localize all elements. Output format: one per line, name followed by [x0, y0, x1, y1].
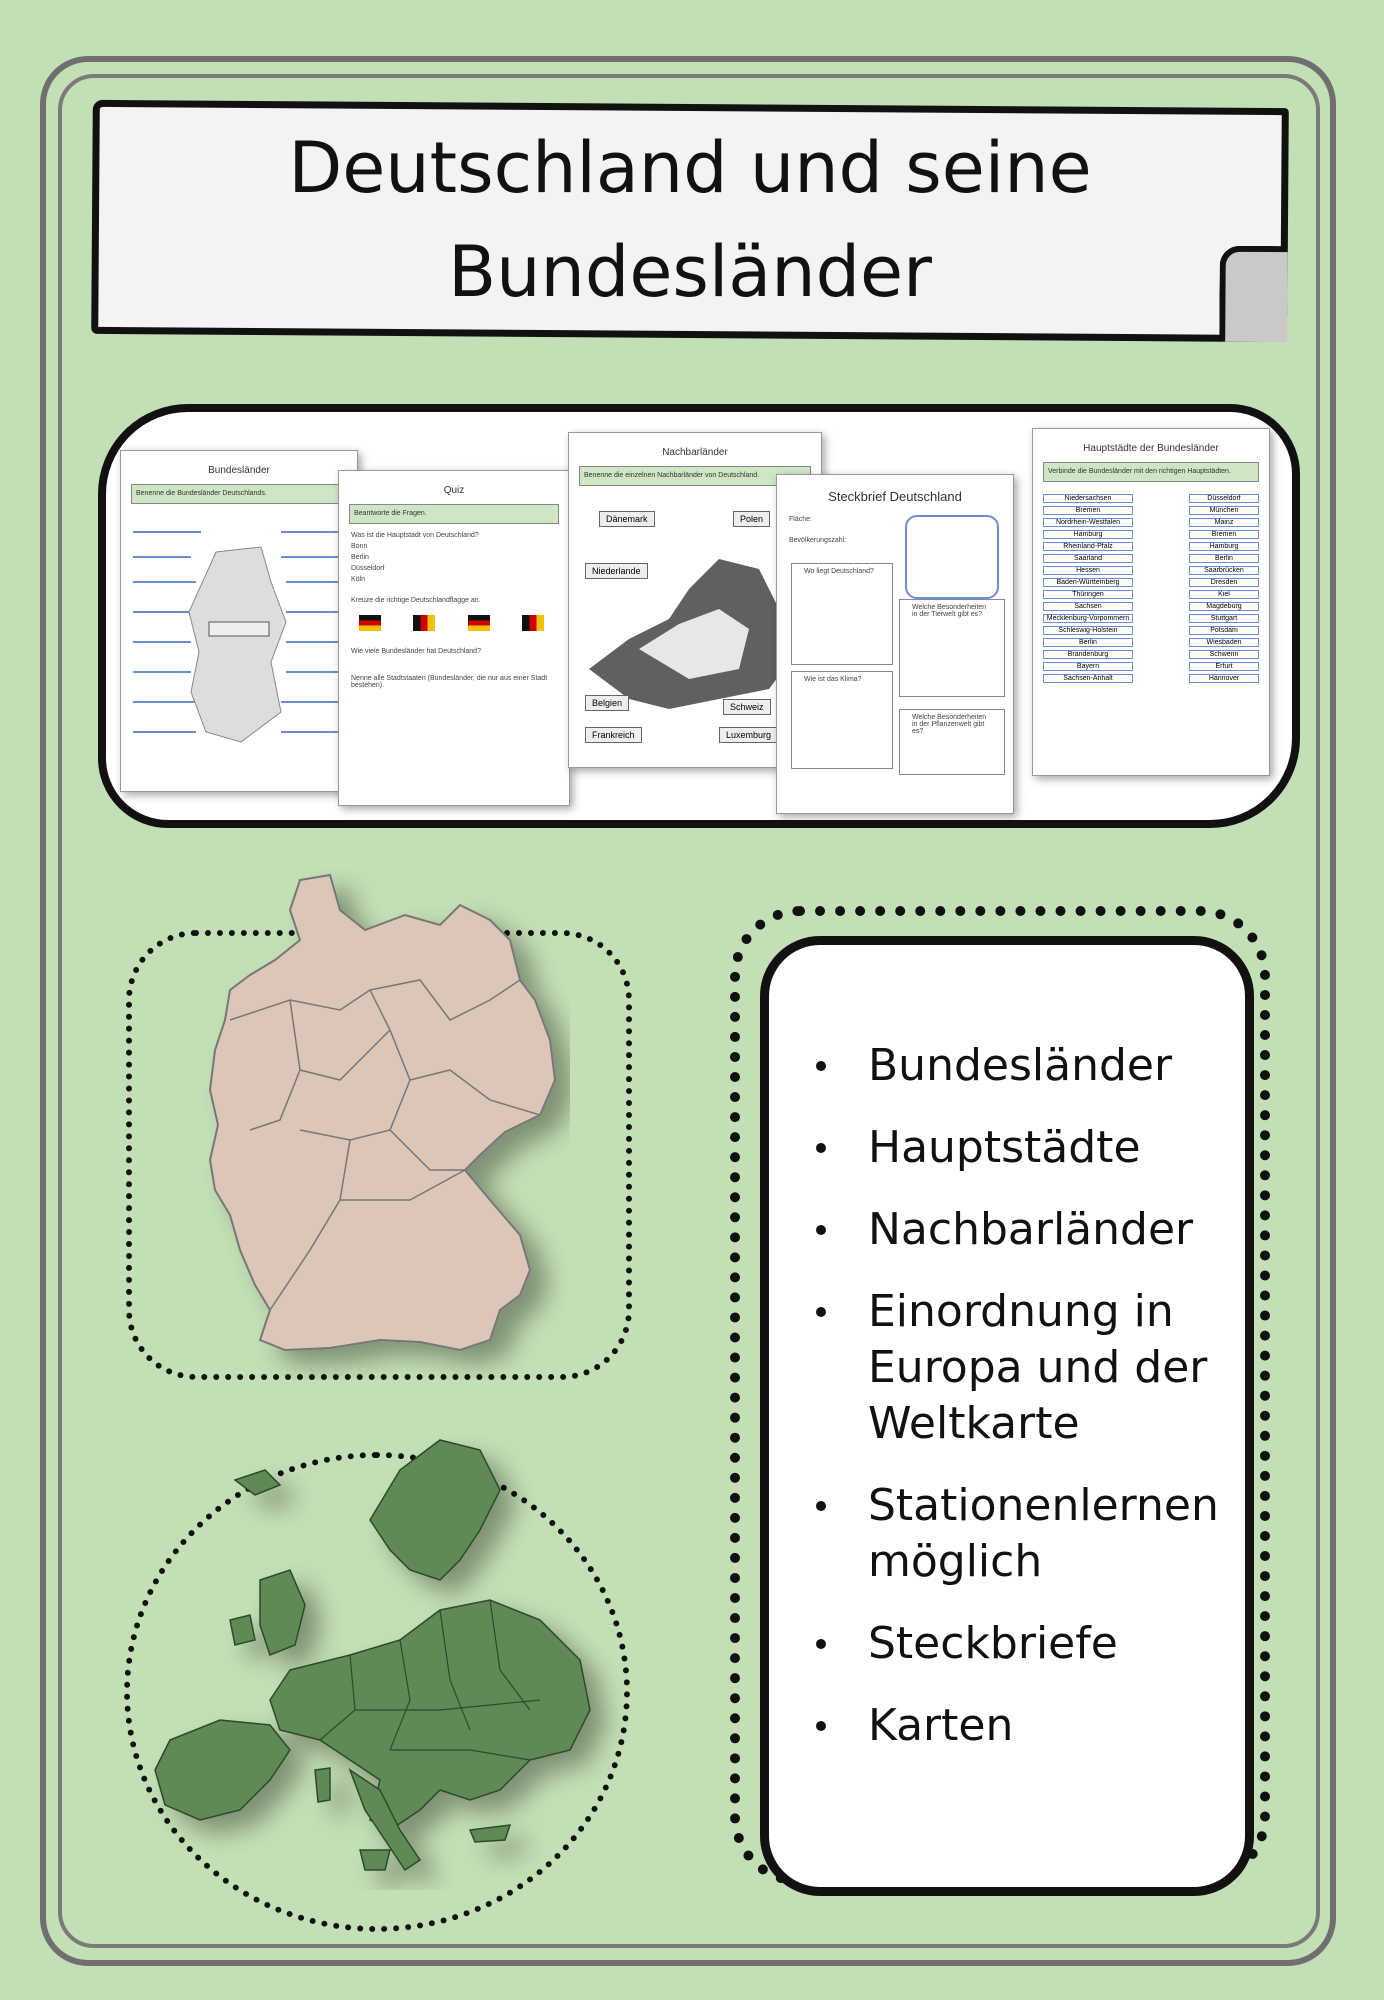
stadt-label: Düsseldorf — [1189, 494, 1259, 503]
stadt-label: Stuttgart — [1189, 614, 1259, 623]
worksheet-bundeslaender — [120, 450, 358, 792]
steckbrief-lage-box — [791, 563, 893, 665]
land-label: Baden-Württemberg — [1043, 578, 1133, 587]
feature-item: Stationenlernen möglich — [812, 1478, 1232, 1590]
feature-item: Karten — [812, 1698, 1232, 1754]
stadt-label: Wiesbaden — [1189, 638, 1259, 647]
land-label: Nordrhein-Westfalen — [1043, 518, 1133, 527]
steckbrief-klima-box — [791, 671, 893, 769]
feature-item: Steckbriefe — [812, 1616, 1232, 1672]
worksheet-preview-strip — [98, 404, 1300, 828]
stadt-label: Hamburg — [1189, 542, 1259, 551]
land-label: Brandenburg — [1043, 650, 1133, 659]
quiz-option-1: Bonn — [351, 543, 368, 550]
stadt-label: Erfurt — [1189, 662, 1259, 671]
quiz-option-3: Düsseldorf — [351, 565, 385, 572]
quiz-option-4: Köln — [351, 576, 366, 583]
stadt-label: Potsdam — [1189, 626, 1259, 635]
quiz-question-1: Was ist die Hauptstadt von Deutschland? — [351, 532, 479, 539]
neighbor-label: Schweiz — [723, 699, 771, 715]
land-label: Bremen — [1043, 506, 1133, 515]
stadt-label: Kiel — [1189, 590, 1259, 599]
land-label: Hessen — [1043, 566, 1133, 575]
page-title — [92, 116, 1288, 324]
title-line-2: Bundesländer — [448, 231, 932, 313]
steckbrief-tierwelt-box — [899, 599, 1005, 697]
steckbrief-tierwelt: Welche Besonderheiten in der Tierwelt gibt es? — [912, 604, 987, 618]
worksheet-title: Hauptstädte der Bundesländer — [1083, 443, 1219, 454]
feature-list — [812, 1038, 1232, 1780]
feature-item: Bundesländer — [812, 1038, 1232, 1094]
worksheet-instruction: Verbinde die Bundesländer mit den richtigen Hauptstädten. — [1043, 462, 1259, 482]
neighbor-label: Belgien — [585, 695, 629, 711]
steckbrief-map-box — [905, 515, 999, 599]
feature-item: Einordnung in Europa und der Weltkarte — [812, 1284, 1232, 1452]
steckbrief-pflanzenwelt: Welche Besonderheiten in der Pflanzenwelt gibt es? — [912, 714, 987, 735]
worksheet-quiz — [338, 470, 570, 806]
neighbor-label: Luxemburg — [719, 727, 778, 743]
stadt-label: Schwerin — [1189, 650, 1259, 659]
worksheet-title: Nachbarländer — [662, 447, 728, 458]
worksheet-hauptstaedte — [1032, 428, 1270, 776]
land-label: Niedersachsen — [1043, 494, 1133, 503]
land-label: Sachsen-Anhalt — [1043, 674, 1133, 683]
worksheet-instruction: Benenne die einzelnen Nachbarländer von Deutschland. — [579, 466, 811, 486]
stadt-label: Magdeburg — [1189, 602, 1259, 611]
steckbrief-flaeche: Fläche: — [789, 516, 812, 523]
title-line-1: Deutschland und seine — [288, 127, 1092, 209]
land-label: Thüringen — [1043, 590, 1133, 599]
neighbor-label: Niederlande — [585, 563, 648, 579]
quiz-question-4: Nenne alle Stadtstaaten (Bundesländer, die nur aus einer Stadt bestehen). — [351, 675, 548, 689]
laender-column — [1043, 491, 1133, 686]
stadt-label: Saarbrücken — [1189, 566, 1259, 575]
worksheet-instruction: Beantworte die Fragen. — [349, 504, 559, 524]
worksheet-title: Bundesländer — [208, 465, 270, 476]
flag-option-icon — [468, 615, 490, 631]
neighbor-label: Frankreich — [585, 727, 642, 743]
neighbor-label: Dänemark — [599, 511, 655, 527]
stadt-label: Dresden — [1189, 578, 1259, 587]
germany-map — [190, 870, 570, 1380]
flag-option-icon — [522, 615, 544, 631]
steckbrief-lage: Wo liegt Deutschland? — [804, 568, 874, 575]
quiz-question-2: Kreuze die richtige Deutschlandflagge an. — [351, 597, 481, 604]
land-label: Mecklenburg-Vorpommern — [1043, 614, 1133, 623]
steckbrief-pflanzenwelt-box — [899, 709, 1005, 775]
land-label: Berlin — [1043, 638, 1133, 647]
land-label: Bayern — [1043, 662, 1133, 671]
flag-option-icon — [359, 615, 381, 631]
stadt-label: Bremen — [1189, 530, 1259, 539]
stadt-label: Mainz — [1189, 518, 1259, 527]
neighbor-label: Polen — [733, 511, 770, 527]
land-label: Saarland — [1043, 554, 1133, 563]
worksheet-title: Quiz — [443, 485, 465, 496]
worksheet-instruction: Benenne die Bundesländer Deutschlands. — [131, 484, 347, 504]
germany-outline-thumbnail — [121, 512, 357, 772]
quiz-option-2: Berlin — [351, 554, 369, 561]
land-label: Hamburg — [1043, 530, 1133, 539]
stadt-label: München — [1189, 506, 1259, 515]
staedte-column — [1189, 491, 1259, 686]
land-label: Schleswig-Holstein — [1043, 626, 1133, 635]
land-label: Sachsen — [1043, 602, 1133, 611]
europe-map — [140, 1430, 640, 1890]
flag-option-icon — [413, 615, 435, 631]
feature-item: Hauptstädte — [812, 1120, 1232, 1176]
worksheet-steckbrief — [776, 474, 1014, 814]
stadt-label: Hannover — [1189, 674, 1259, 683]
steckbrief-bevoelkerung: Bevölkerungszahl: — [789, 537, 847, 544]
steckbrief-klima: Wie ist das Klima? — [804, 676, 862, 683]
feature-item: Nachbarländer — [812, 1202, 1232, 1258]
worksheet-title: Steckbrief Deutschland — [828, 489, 962, 504]
stadt-label: Berlin — [1189, 554, 1259, 563]
flag-options — [345, 614, 563, 632]
quiz-question-3: Wie viele Bundesländer hat Deutschland? — [351, 648, 481, 655]
land-label: Rheinland-Pfalz — [1043, 542, 1133, 551]
